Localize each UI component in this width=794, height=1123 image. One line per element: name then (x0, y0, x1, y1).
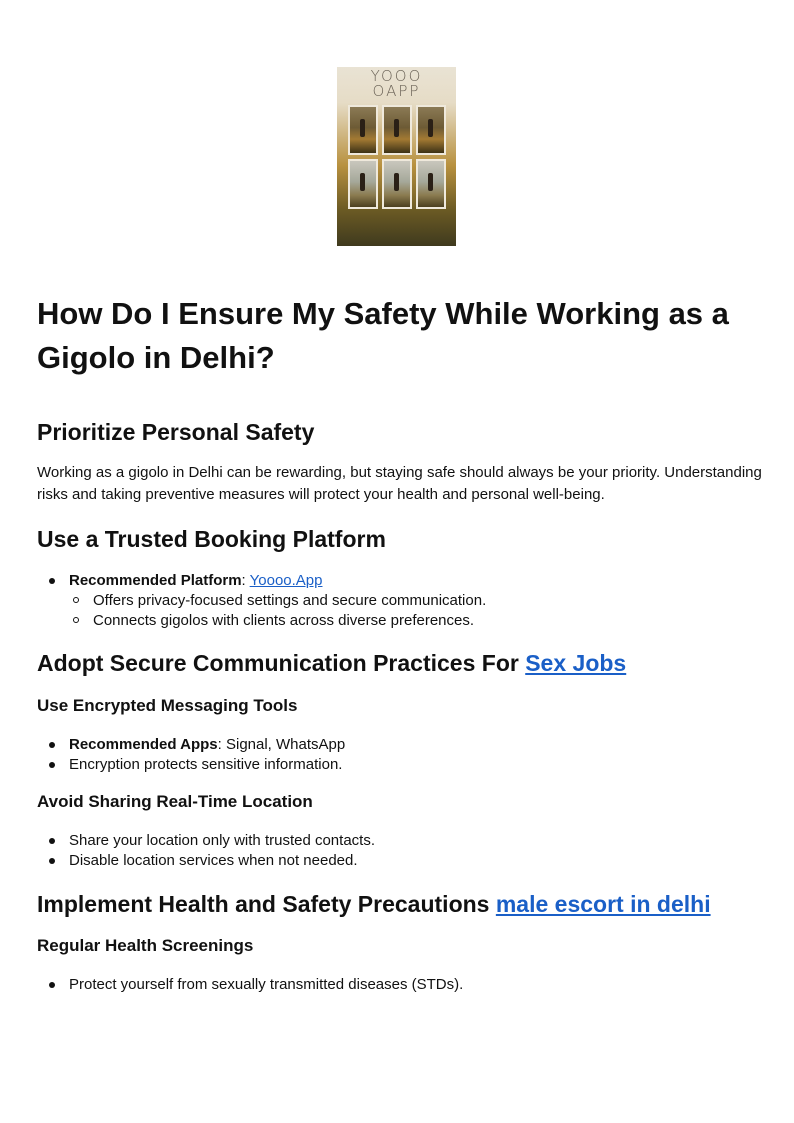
cover-photo (382, 159, 412, 209)
bullet-icon (49, 858, 55, 864)
cover-image (337, 67, 456, 246)
cover-brand-line1: YOOO (370, 67, 423, 85)
cover-brand-line2: OAPP (372, 82, 421, 100)
item-text: Protect yourself from sexually transmitted diseases (STDs). (69, 976, 464, 993)
bullet-icon (49, 838, 55, 844)
hollow-bullet-icon (73, 617, 79, 623)
list-item (37, 831, 375, 851)
bullet-icon (49, 742, 55, 748)
cover-photo (382, 105, 412, 155)
heading-health-screenings: Regular Health Screenings (37, 936, 254, 955)
heading-messaging-tools: Use Encrypted Messaging Tools (37, 696, 298, 715)
heading-health-text: Implement Health and Safety Precautions (37, 891, 496, 917)
heading-booking-platform: Use a Trusted Booking Platform (37, 526, 386, 552)
yoooo-app-link[interactable]: Yoooo.App (249, 572, 323, 589)
cover-photo (416, 105, 446, 155)
list-item (37, 611, 486, 631)
sub-item-text: Connects gigolos with clients across diverse preferences. (93, 612, 475, 629)
bullet-icon (49, 578, 55, 584)
heading-health (37, 890, 711, 918)
item-text: Share your location only with trusted contacts. (69, 832, 375, 849)
page-title: How Do I Ensure My Safety While Working as a Gigolo in Delhi? (37, 296, 729, 375)
list-item (37, 735, 345, 755)
male-escort-delhi-link[interactable]: male escort in delhi (495, 891, 711, 917)
list-health-screenings (37, 975, 463, 995)
list-item (37, 591, 486, 611)
heading-location: Avoid Sharing Real-Time Location (37, 792, 313, 811)
item-text: Encryption protects sensitive information. (69, 756, 343, 773)
heading-communication-text: Adopt Secure Communication Practices For (37, 650, 526, 676)
hollow-bullet-icon (73, 597, 79, 603)
cover-photo-grid (348, 105, 446, 209)
list-messaging-tools (37, 735, 345, 775)
item-value: : Signal, WhatsApp (217, 736, 346, 753)
cover-photo (348, 159, 378, 209)
bullet-icon (49, 982, 55, 988)
list-location (37, 831, 375, 871)
list-item (37, 851, 375, 871)
list-item (37, 571, 486, 591)
cover-brand (337, 69, 456, 99)
item-text: Disable location services when not needed. (69, 852, 358, 869)
sub-item-text: Offers privacy-focused settings and secure communication. (93, 592, 487, 609)
list-booking-platform (37, 571, 486, 631)
paragraph-personal-safety: Working as a gigolo in Delhi can be rewarding, but staying safe should always be your priority. Understanding risks and taking preventive measures will protect your health and personal well-being. (37, 464, 762, 503)
cover-photo (416, 159, 446, 209)
heading-communication (37, 649, 626, 677)
item-separator: : (241, 572, 250, 589)
item-label: Recommended Apps (69, 736, 218, 753)
heading-personal-safety: Prioritize Personal Safety (37, 419, 315, 445)
bullet-icon (49, 762, 55, 768)
list-item (37, 755, 345, 775)
cover-photo (348, 105, 378, 155)
list-item (37, 975, 463, 995)
sex-jobs-link[interactable]: Sex Jobs (525, 650, 627, 676)
item-label: Recommended Platform (69, 572, 242, 589)
